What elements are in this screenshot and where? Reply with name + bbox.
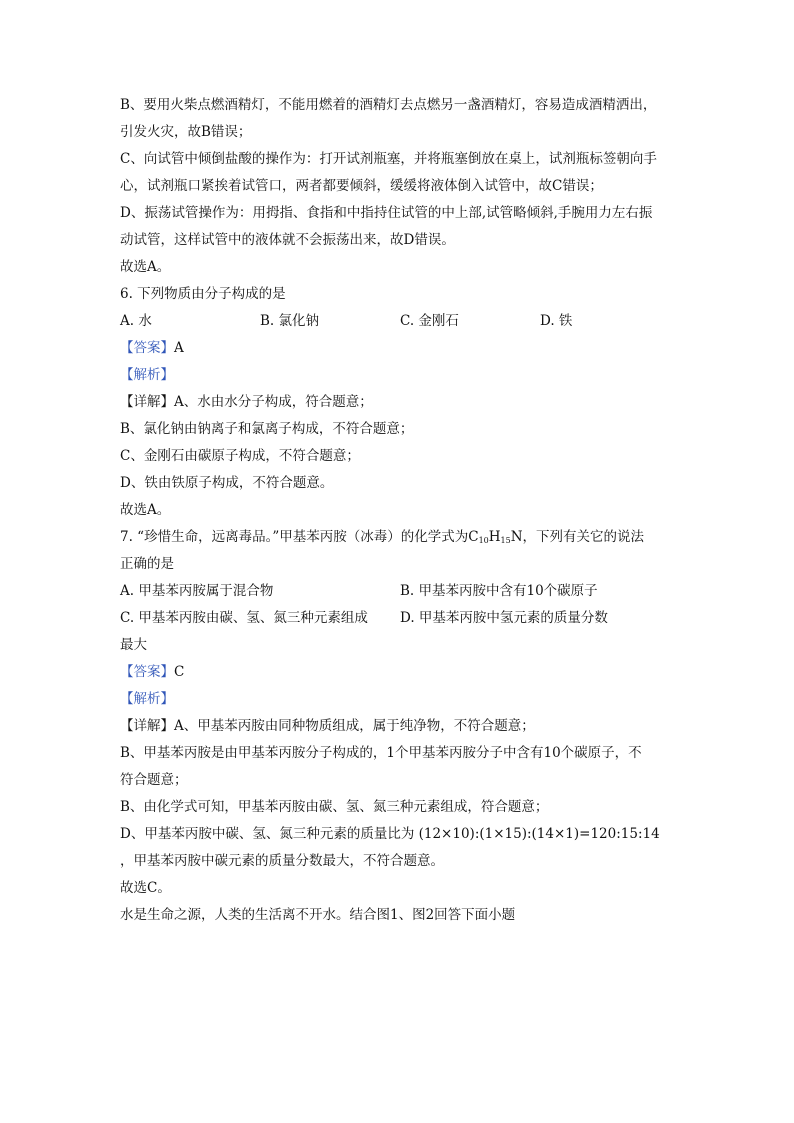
text-line: B、由化学式可知，甲基苯丙胺由碳、氢、氮三种元素组成，符合题意； xyxy=(120,799,549,815)
analysis-tag: 【解析】 xyxy=(120,691,174,707)
text-line: D、振荡试管操作为：用拇指、食指和中指持住试管的中上部,试管略倾斜,手腕用力左右振 xyxy=(120,205,653,221)
option-d: D. 甲基苯丙胺中氢元素的质量分数 xyxy=(400,610,608,626)
formula-element: H xyxy=(488,529,501,545)
text-line: B、氯化钠由钠离子和氯离子构成，不符合题意； xyxy=(120,421,414,437)
option-c: C. 甲基苯丙胺由碳、氢、氮三种元素组成 xyxy=(120,610,368,626)
detail-text: A、甲基苯丙胺由同种物质组成，属于纯净物，不符合题意； xyxy=(174,718,535,734)
text-line: 故选A。 xyxy=(120,259,171,275)
formula-subscript: 10 xyxy=(478,536,489,545)
document-content xyxy=(120,92,680,929)
options-row xyxy=(120,308,680,335)
text-line: D、甲基苯丙胺中碳、氢、氮三种元素的质量比为 (12×10):(1×15):(14×1)=120:15:14 xyxy=(120,826,660,842)
option-d-cont: 最大 xyxy=(120,637,147,653)
detail-tag: 【详解】 xyxy=(120,718,174,734)
text-line: B、甲基苯丙胺是由甲基苯丙胺分子构成的，1个甲基苯丙胺分子中含有10个碳原子，不 xyxy=(120,745,642,761)
options-row xyxy=(120,605,680,632)
text-line: 心，试剂瓶口紧挨着试管口，两者都要倾斜，缓缓将液体倒入试管中，故C错误； xyxy=(120,178,603,194)
option-b: B. 甲基苯丙胺中含有10个碳原子 xyxy=(400,583,598,599)
detail-text: A、水由水分子构成，符合题意； xyxy=(174,394,373,410)
question-stem: 6. 下列物质由分子构成的是 xyxy=(120,286,286,302)
text-line: C、金刚石由碳原子构成，不符合题意； xyxy=(120,448,360,464)
text-line: 引发火灾，故B错误； xyxy=(120,124,252,140)
analysis-tag: 【解析】 xyxy=(120,367,174,383)
text-line: C、向试管中倾倒盐酸的操作为：打开试剂瓶塞，并将瓶塞倒放在桌上，试剂瓶标签朝向手 xyxy=(120,151,657,167)
stem-text: N，下列有关它的说法 xyxy=(510,529,645,545)
answer-tag: 【答案】 xyxy=(120,340,174,356)
options-row xyxy=(120,578,680,605)
detail-line xyxy=(120,713,680,740)
question-stem-cont: 正确的是 xyxy=(120,556,174,572)
answer-value: C xyxy=(174,664,185,680)
question-6 xyxy=(120,281,680,524)
option-b: B. 氯化钠 xyxy=(260,313,320,329)
formula-subscript: 15 xyxy=(500,536,511,545)
option-a: A. 水 xyxy=(120,313,152,329)
answer-tag: 【答案】 xyxy=(120,664,174,680)
text-line: B、要用火柴点燃酒精灯，不能用燃着的酒精灯去点燃另一盏酒精灯，容易造成酒精洒出， xyxy=(120,97,657,113)
text-line: 故选A。 xyxy=(120,502,171,518)
answer-line xyxy=(120,659,680,686)
text-line: 动试管，这样试管中的液体就不会振荡出来，故D错误。 xyxy=(120,232,455,248)
text-line: ，甲基苯丙胺中碳元素的质量分数最大，不符合题意。 xyxy=(120,853,444,869)
detail-tag: 【详解】 xyxy=(120,394,174,410)
detail-line xyxy=(120,389,680,416)
option-c: C. 金刚石 xyxy=(400,313,459,329)
question-stem xyxy=(120,524,680,551)
option-d: D. 铁 xyxy=(540,313,573,329)
question-7 xyxy=(120,524,680,902)
stem-text: 7. “珍惜生命，远离毒品。”甲基苯丙胺（冰毒）的化学式为C xyxy=(120,529,479,545)
section-intro: 水是生命之源，人类的生活离不开水。结合图1、图2回答下面小题 xyxy=(120,907,516,923)
text-line: 故选C。 xyxy=(120,880,171,896)
option-a: A. 甲基苯丙胺属于混合物 xyxy=(120,583,274,599)
q5-explanation xyxy=(120,92,680,281)
answer-value: A xyxy=(174,340,184,356)
answer-line xyxy=(120,335,680,362)
text-line: D、铁由铁原子构成，不符合题意。 xyxy=(120,475,334,491)
text-line: 符合题意； xyxy=(120,772,188,788)
